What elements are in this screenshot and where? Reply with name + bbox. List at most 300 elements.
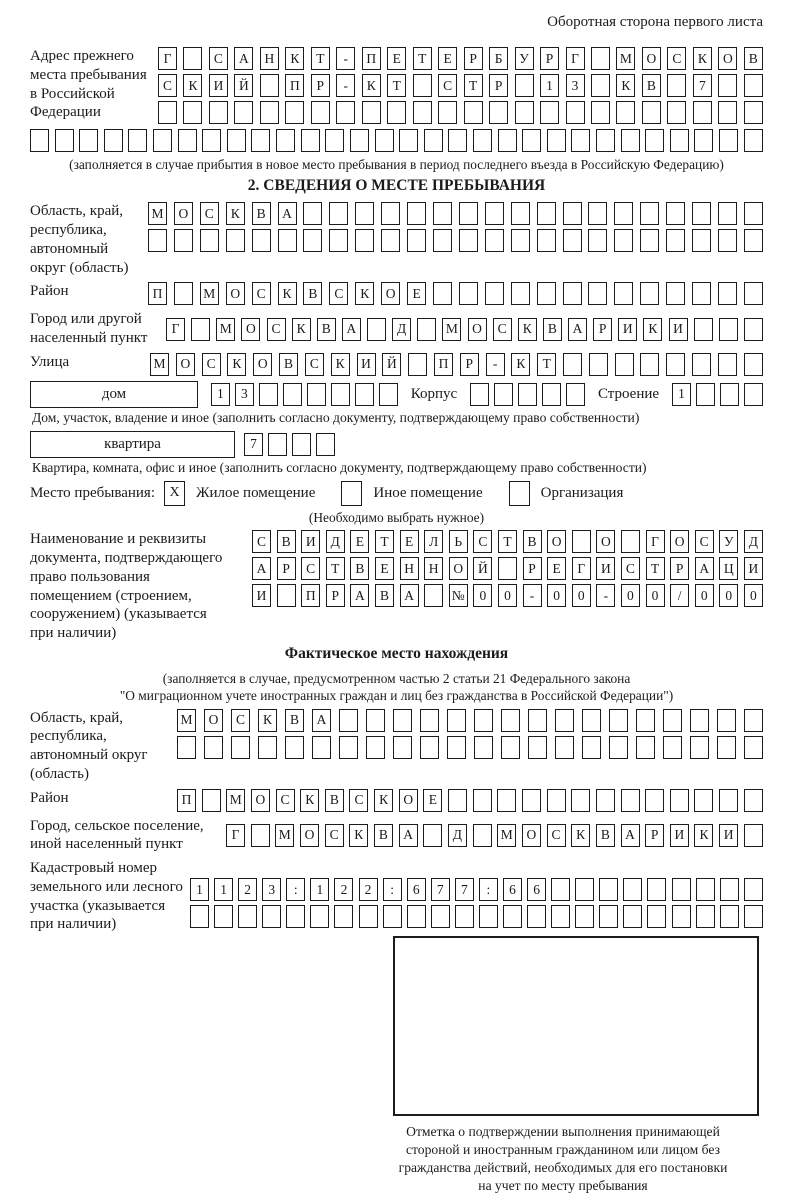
char-cell — [623, 905, 642, 928]
char-cell — [647, 878, 666, 901]
char-cell: - — [486, 353, 505, 376]
prev-address-row-1[interactable] — [158, 47, 763, 70]
char-cell: В — [317, 318, 336, 341]
char-cell — [79, 129, 98, 152]
char-cell: О — [670, 530, 689, 553]
char-cell — [153, 129, 172, 152]
char-cell — [407, 905, 426, 928]
char-cell: У — [515, 47, 534, 70]
char-cell — [447, 736, 466, 759]
char-cell: Е — [438, 47, 457, 70]
char-cell: К — [227, 353, 246, 376]
char-cell — [459, 282, 478, 305]
char-cell — [719, 789, 738, 812]
char-cell — [636, 709, 655, 732]
prev-address-caption: (заполняется в случае прибытия в новое место пребывания в период последнего въезда в Российскую Федерацию) — [69, 157, 724, 172]
char-cell: Й — [382, 353, 401, 376]
char-cell — [547, 129, 566, 152]
char-cell — [609, 709, 628, 732]
char-cell — [566, 383, 585, 406]
char-cell — [355, 202, 374, 225]
char-cell: О — [300, 824, 319, 847]
stay-type-checkbox-other[interactable] — [341, 481, 362, 506]
page-side-note: Оборотная сторона первого листа — [547, 14, 763, 30]
doc-row-2[interactable] — [252, 557, 763, 580]
stay-type-checkbox-housing[interactable]: X — [164, 481, 185, 506]
char-cell — [744, 789, 763, 812]
char-cell: Р — [670, 557, 689, 580]
char-cell: А — [234, 47, 253, 70]
char-cell: : — [479, 878, 498, 901]
char-cell: М — [216, 318, 235, 341]
char-cell — [642, 101, 661, 124]
char-cell — [744, 878, 763, 901]
char-cell: И — [357, 353, 376, 376]
char-cell: О — [547, 530, 566, 553]
char-cell — [640, 202, 659, 225]
char-cell — [303, 229, 322, 252]
char-cell — [447, 709, 466, 732]
char-cell: В — [375, 584, 394, 607]
actual-district-row[interactable] — [177, 789, 763, 812]
char-cell: 7 — [455, 878, 474, 901]
char-cell: О — [522, 824, 541, 847]
char-cell — [355, 229, 374, 252]
char-cell: О — [174, 202, 193, 225]
district-row[interactable] — [148, 282, 763, 305]
char-cell: И — [209, 74, 228, 97]
char-cell — [511, 282, 530, 305]
korpus-label: Корпус — [410, 385, 458, 402]
char-cell: С — [252, 530, 271, 553]
char-cell: : — [383, 878, 402, 901]
char-cell — [494, 383, 513, 406]
char-cell — [310, 905, 329, 928]
char-cell: К — [694, 824, 713, 847]
char-cell: С — [301, 557, 320, 580]
char-cell — [383, 905, 402, 928]
char-cell: Р — [523, 557, 542, 580]
char-cell — [718, 74, 737, 97]
char-cell — [498, 129, 517, 152]
char-cell: М — [200, 282, 219, 305]
char-cell — [718, 202, 737, 225]
char-cell: М — [226, 789, 245, 812]
char-cell: Т — [387, 74, 406, 97]
char-cell: - — [523, 584, 542, 607]
char-cell: № — [449, 584, 468, 607]
char-cell — [339, 736, 358, 759]
char-cell: А — [400, 584, 419, 607]
char-cell — [407, 202, 426, 225]
actual-location-title: Фактическое место нахождения — [284, 644, 509, 662]
char-cell: - — [596, 584, 615, 607]
char-cell: 0 — [473, 584, 492, 607]
char-cell — [433, 282, 452, 305]
char-cell: М — [150, 353, 169, 376]
char-cell — [431, 905, 450, 928]
char-cell: К — [616, 74, 635, 97]
char-cell — [303, 202, 322, 225]
char-cell: У — [719, 530, 738, 553]
char-cell: О — [596, 530, 615, 553]
char-cell: П — [148, 282, 167, 305]
char-cell — [645, 129, 664, 152]
actual-region-row-2[interactable] — [177, 736, 763, 759]
char-cell: Н — [400, 557, 419, 580]
char-cell — [202, 789, 221, 812]
char-cell — [563, 202, 582, 225]
char-cell — [542, 383, 561, 406]
char-cell — [566, 101, 585, 124]
char-cell: С — [158, 74, 177, 97]
char-cell — [262, 905, 281, 928]
char-cell — [515, 74, 534, 97]
char-cell: О — [241, 318, 260, 341]
char-cell — [744, 101, 763, 124]
char-cell — [252, 229, 271, 252]
char-cell — [718, 101, 737, 124]
char-cell: 0 — [547, 584, 566, 607]
char-cell — [420, 709, 439, 732]
char-cell: И — [301, 530, 320, 553]
char-cell — [540, 101, 559, 124]
house-number-cells[interactable] — [211, 383, 398, 406]
char-cell — [178, 129, 197, 152]
char-cell — [718, 353, 737, 376]
char-cell: 3 — [235, 383, 254, 406]
char-cell: - — [336, 47, 355, 70]
char-cell — [366, 709, 385, 732]
char-cell — [744, 74, 763, 97]
char-cell — [375, 129, 394, 152]
street-row[interactable] — [150, 353, 763, 376]
char-cell — [640, 282, 659, 305]
cadastre-rows — [190, 878, 763, 928]
stay-type-checkbox-organization[interactable] — [509, 481, 530, 506]
char-cell: А — [621, 824, 640, 847]
actual-region-row-1[interactable] — [177, 709, 763, 732]
char-cell — [329, 202, 348, 225]
char-cell: К — [258, 709, 277, 732]
char-cell — [459, 229, 478, 252]
char-cell — [528, 709, 547, 732]
char-cell — [718, 282, 737, 305]
char-cell: Т — [464, 74, 483, 97]
apartment-cells[interactable] — [244, 433, 335, 456]
char-cell: 1 — [214, 878, 233, 901]
char-cell — [407, 229, 426, 252]
char-cell — [433, 229, 452, 252]
char-cell: : — [286, 878, 305, 901]
char-cell: Д — [744, 530, 763, 553]
stroenie-label: Строение — [597, 385, 660, 402]
char-cell: Е — [350, 530, 369, 553]
cadastre-row-1[interactable] — [190, 878, 763, 901]
char-cell: / — [670, 584, 689, 607]
char-cell — [744, 229, 763, 252]
char-cell — [744, 282, 763, 305]
char-cell: Д — [326, 530, 345, 553]
char-cell: А — [695, 557, 714, 580]
district-label: Район — [30, 283, 69, 300]
char-cell: К — [362, 74, 381, 97]
char-cell — [537, 282, 556, 305]
char-cell: С — [695, 530, 714, 553]
stroenie-cells[interactable] — [672, 383, 763, 406]
char-cell: И — [719, 824, 738, 847]
char-cell: А — [350, 584, 369, 607]
char-cell: Б — [489, 47, 508, 70]
char-cell: А — [278, 202, 297, 225]
cadastre-row-2[interactable] — [190, 905, 763, 928]
char-cell: С — [473, 530, 492, 553]
apartment-row — [30, 431, 763, 458]
char-cell — [393, 709, 412, 732]
char-cell — [551, 878, 570, 901]
char-cell — [381, 202, 400, 225]
char-cell — [260, 101, 279, 124]
char-cell — [614, 282, 633, 305]
char-cell — [744, 824, 763, 847]
char-cell: О — [251, 789, 270, 812]
char-cell: 6 — [503, 878, 522, 901]
char-cell — [470, 383, 489, 406]
stay-type-option-organization-label: Организация — [540, 484, 624, 501]
char-cell — [588, 229, 607, 252]
char-cell — [744, 353, 763, 376]
char-cell — [694, 129, 713, 152]
char-cell — [448, 789, 467, 812]
char-cell — [640, 353, 659, 376]
char-cell: П — [301, 584, 320, 607]
char-cell: М — [148, 202, 167, 225]
char-cell — [459, 202, 478, 225]
char-cell: О — [226, 282, 245, 305]
char-cell: Ь — [449, 530, 468, 553]
char-cell — [497, 789, 516, 812]
char-cell: М — [442, 318, 461, 341]
char-cell — [413, 74, 432, 97]
char-cell — [621, 129, 640, 152]
char-cell — [292, 433, 311, 456]
apartment-caption: Квартира, комната, офис и иное (заполнить согласно документу, подтверждающему право собственности) — [32, 459, 647, 475]
char-cell: В — [642, 74, 661, 97]
city-block — [30, 310, 763, 348]
char-cell: 1 — [190, 878, 209, 901]
prev-address-row-2[interactable] — [158, 74, 763, 97]
actual-district-block — [30, 789, 763, 812]
char-cell: Т — [537, 353, 556, 376]
char-cell: О — [253, 353, 272, 376]
char-cell — [636, 736, 655, 759]
char-cell: О — [718, 47, 737, 70]
char-cell: В — [285, 709, 304, 732]
region-row-2[interactable] — [148, 229, 763, 252]
prev-address-block — [30, 47, 763, 124]
char-cell: Р — [326, 584, 345, 607]
char-cell — [621, 530, 640, 553]
char-cell: С — [276, 789, 295, 812]
char-cell: Е — [375, 557, 394, 580]
char-cell — [473, 789, 492, 812]
char-cell — [479, 905, 498, 928]
char-cell: П — [177, 789, 196, 812]
char-cell — [744, 383, 763, 406]
char-cell — [718, 229, 737, 252]
char-cell — [537, 202, 556, 225]
char-cell: О — [399, 789, 418, 812]
char-cell — [104, 129, 123, 152]
char-cell: М — [616, 47, 635, 70]
char-cell — [464, 101, 483, 124]
char-cell: В — [325, 789, 344, 812]
stamp-area — [393, 936, 759, 1116]
actual-city-block — [30, 817, 763, 855]
char-cell: М — [177, 709, 196, 732]
char-cell — [744, 318, 763, 341]
char-cell — [515, 101, 534, 124]
char-cell — [260, 74, 279, 97]
char-cell: 2 — [359, 878, 378, 901]
korpus-cells[interactable] — [470, 383, 585, 406]
char-cell: Т — [311, 47, 330, 70]
char-cell — [158, 101, 177, 124]
doc-block — [30, 530, 763, 643]
char-cell: О — [204, 709, 223, 732]
char-cell: Р — [464, 47, 483, 70]
char-cell — [663, 709, 682, 732]
char-cell — [596, 129, 615, 152]
char-cell: А — [399, 824, 418, 847]
char-cell — [647, 905, 666, 928]
char-cell — [511, 229, 530, 252]
char-cell — [744, 905, 763, 928]
char-cell — [367, 318, 386, 341]
char-cell: 2 — [238, 878, 257, 901]
char-cell — [325, 129, 344, 152]
char-cell — [433, 202, 452, 225]
prev-address-label: Адрес прежнего места пребывания в Российской Федерации — [30, 48, 147, 121]
char-cell: О — [449, 557, 468, 580]
char-cell — [527, 905, 546, 928]
char-cell — [575, 905, 594, 928]
char-cell — [744, 202, 763, 225]
char-cell: К — [518, 318, 537, 341]
char-cell: Г — [166, 318, 185, 341]
char-cell — [30, 129, 49, 152]
char-cell — [591, 101, 610, 124]
char-cell — [301, 129, 320, 152]
char-cell: В — [744, 47, 763, 70]
char-cell: С — [200, 202, 219, 225]
char-cell — [413, 101, 432, 124]
char-cell: Ц — [719, 557, 738, 580]
char-cell — [227, 129, 246, 152]
char-cell — [311, 101, 330, 124]
city-row[interactable] — [166, 318, 763, 341]
char-cell — [599, 905, 618, 928]
char-cell: С — [267, 318, 286, 341]
char-cell: 0 — [498, 584, 517, 607]
char-cell — [214, 905, 233, 928]
char-cell — [474, 736, 493, 759]
char-cell — [485, 229, 504, 252]
char-cell — [455, 905, 474, 928]
actual-city-row[interactable] — [226, 824, 763, 847]
char-cell — [283, 383, 302, 406]
char-cell — [278, 229, 297, 252]
char-cell: Л — [424, 530, 443, 553]
char-cell — [393, 736, 412, 759]
char-cell: Й — [234, 74, 253, 97]
char-cell: В — [303, 282, 322, 305]
char-cell — [666, 353, 685, 376]
char-cell: С — [493, 318, 512, 341]
char-cell — [316, 433, 335, 456]
char-cell — [339, 709, 358, 732]
char-cell: А — [568, 318, 587, 341]
char-cell — [692, 202, 711, 225]
char-cell: Г — [566, 47, 585, 70]
char-cell: Т — [326, 557, 345, 580]
char-cell — [528, 736, 547, 759]
char-cell — [174, 282, 193, 305]
city-label: Город или другой населенный пункт — [30, 311, 148, 347]
char-cell: Е — [423, 789, 442, 812]
char-cell: К — [355, 282, 374, 305]
char-cell — [424, 129, 443, 152]
region-row-1[interactable] — [148, 202, 763, 225]
char-cell — [717, 709, 736, 732]
char-cell — [563, 353, 582, 376]
doc-row-3[interactable] — [252, 584, 763, 607]
house-label-box: дом — [30, 381, 198, 408]
char-cell — [666, 202, 685, 225]
house-row — [30, 381, 763, 408]
char-cell: С — [667, 47, 686, 70]
char-cell — [350, 129, 369, 152]
char-cell: К — [349, 824, 368, 847]
char-cell — [128, 129, 147, 152]
char-cell — [614, 202, 633, 225]
char-cell: 0 — [719, 584, 738, 607]
char-cell: 3 — [262, 878, 281, 901]
char-cell — [312, 736, 331, 759]
char-cell — [690, 709, 709, 732]
char-cell — [408, 353, 427, 376]
char-cell: 7 — [693, 74, 712, 97]
doc-row-1[interactable] — [252, 530, 763, 553]
prev-address-row-3[interactable] — [158, 101, 763, 124]
char-cell — [572, 530, 591, 553]
char-cell: Р — [277, 557, 296, 580]
char-cell: Н — [260, 47, 279, 70]
char-cell — [485, 202, 504, 225]
char-cell: И — [669, 318, 688, 341]
char-cell: 0 — [695, 584, 714, 607]
char-cell: К — [300, 789, 319, 812]
char-cell: О — [381, 282, 400, 305]
prev-address-row-4[interactable] — [30, 129, 763, 152]
char-cell: 0 — [646, 584, 665, 607]
char-cell: В — [523, 530, 542, 553]
char-cell: П — [285, 74, 304, 97]
char-cell: В — [596, 824, 615, 847]
char-cell — [575, 878, 594, 901]
char-cell — [511, 202, 530, 225]
char-cell — [667, 74, 686, 97]
